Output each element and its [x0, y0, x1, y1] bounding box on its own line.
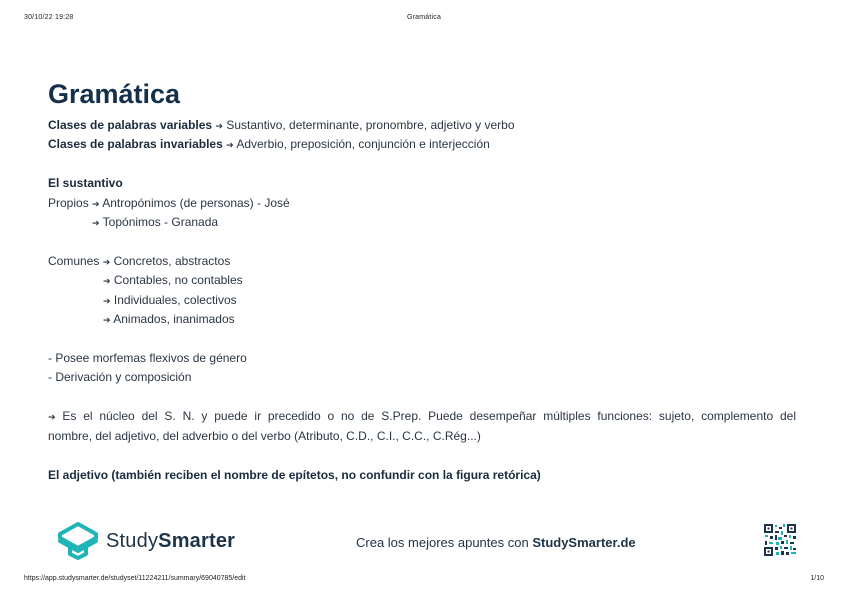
page-number: 1/10 [810, 575, 824, 582]
qr-code-icon[interactable] [763, 523, 797, 557]
intro-text: Sustantivo, determinante, pronombre, adjetivo y verbo [226, 118, 515, 132]
funcion-paragraph-line1 [48, 407, 796, 427]
section-heading-sustantivo: El sustantivo [48, 176, 123, 191]
funcion-text: Es el núcleo del S. N. y puede ir precedido o no de S.Prep. Puede desempeñar múltiples funciones: sujeto, complemento del [62, 408, 796, 423]
intro-label: Clases de palabras variables [48, 118, 213, 132]
studysmarter-logo-icon [56, 521, 100, 561]
rasgo-line: - Posee morfemas flexivos de género [48, 350, 247, 365]
cta-text [356, 535, 636, 550]
comunes-item: Contables, no contables [113, 273, 243, 288]
arrow-icon: ➔ [102, 256, 111, 267]
comunes-line [48, 310, 796, 329]
brand-bold: Smarter [158, 529, 236, 552]
comunes-line [48, 271, 796, 290]
comunes-item: Individuales, colectivos [113, 292, 237, 307]
comunes-label: Comunes [48, 253, 100, 268]
propios-label: Propios [48, 195, 89, 210]
arrow-icon: ➔ [103, 276, 111, 287]
brand-name [106, 530, 235, 553]
arrow-icon: ➔ [215, 121, 223, 131]
arrow-icon: ➔ [226, 140, 234, 151]
arrow-icon: ➔ [103, 295, 111, 306]
studysmarter-footer [0, 515, 848, 565]
propios-line [48, 213, 796, 232]
document-body [48, 76, 796, 485]
comunes-item: Concretos, abstractos [113, 253, 231, 268]
propios-line [48, 194, 796, 213]
cta-link[interactable]: StudySmarter.de [532, 535, 636, 550]
section-heading-adjetivo: El adjetivo (también reciben el nombre de epítetos, no confundir con la figura retórica) [48, 468, 541, 483]
print-datetime: 30/10/22 19:28 [24, 14, 74, 21]
cta-label: Crea los mejores apuntes con [356, 535, 533, 550]
propios-item: Antropónimos (de personas) - José [102, 195, 290, 210]
page-title: Gramática [48, 79, 181, 109]
intro-line-invariables [48, 135, 796, 154]
comunes-item: Animados, inanimados [113, 311, 235, 326]
rasgo-line: - Derivación y composición [48, 370, 192, 385]
print-doc-title: Gramática [406, 14, 442, 21]
comunes-line [48, 291, 796, 310]
propios-item: Topónimos - Granada [102, 214, 219, 229]
studysmarter-logo[interactable] [56, 521, 235, 561]
page-url: https://app.studysmarter.de/studyset/11224211/summary/69040785/edit [24, 575, 246, 582]
comunes-line [48, 252, 796, 271]
arrow-icon: ➔ [92, 198, 100, 209]
funcion-paragraph-line2: nombre, del adjetivo, del adverbio o del verbo (Atributo, C.D., C.I., C.C., C.Rég...) [48, 429, 481, 444]
intro-label: Clases de palabras invariables [48, 137, 223, 152]
intro-line-variables [48, 116, 796, 135]
arrow-icon: ➔ [103, 314, 111, 325]
arrow-icon: ➔ [48, 411, 56, 422]
intro-text: Adverbio, preposición, conjunción e interjección [236, 137, 490, 152]
arrow-icon: ➔ [92, 217, 100, 228]
brand-light: Study [106, 529, 159, 552]
